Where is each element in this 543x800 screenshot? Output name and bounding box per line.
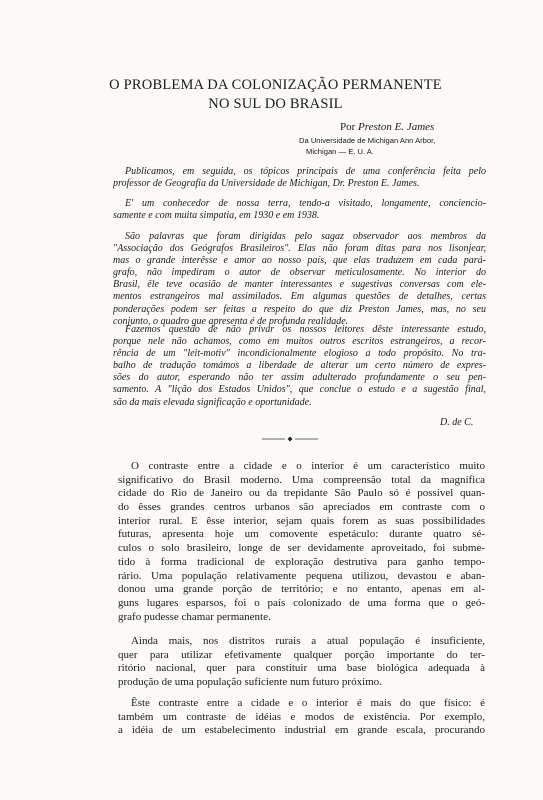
text-line: do êsses grandes centros urbanos são apreciados em contraste com o <box>118 501 485 514</box>
text-line: ritório nacional, quer para constituir uma base biológica adequada à <box>118 662 485 675</box>
author-affiliation <box>299 136 435 157</box>
affiliation-line-1: Da Universidade de Michigan Ann Arbor, <box>299 136 436 145</box>
text-line: interior rural. E êsse interior, sejam quais forem as suas possibilidades <box>118 514 485 527</box>
text-line: samento. A "lição dos Estados Unidos", que conclue o estudo e a sugestão final, <box>113 384 486 396</box>
text-line: balho de tradução tomámos a liberdade de alterar um certo número de expres- <box>113 360 486 372</box>
text-line: Fazemos questão de não privar os nossos leitores dêste interessante estudo, <box>125 324 486 335</box>
body-paragraph-2 <box>118 635 485 690</box>
text-line: ponderações podem ser feitas a respeito do que diz Preston James, mas, no seu <box>113 303 486 315</box>
text-line: tido à forma tradicional de exploração destrutiva para ganho tempo- <box>118 555 485 568</box>
text-line: "Associação dos Geógrafos Brasileiros". Elas não foram ditas para nos lisonjear, <box>113 243 486 255</box>
text-line: quer para utilizar efetivamente qualquer porção importante do ter- <box>118 648 485 661</box>
intro-paragraph-3 <box>113 231 486 328</box>
text-line: grafo pudesse chamar permanente. <box>118 610 271 623</box>
text-line: conjunto, o quadro que apresenta é de profunda realidade. <box>113 315 349 327</box>
author-byline <box>340 121 434 133</box>
text-line: mentos estrangeiros mal assimilados. Em algumas questões de detalhes, certas <box>113 291 486 303</box>
text-line: são da mais elevada significação e oportunidade. <box>113 396 312 408</box>
body-paragraph-3 <box>118 697 485 738</box>
intro-paragraph-2 <box>113 198 486 222</box>
text-line: Êste contraste entre a cidade e o interior é mais do que físico: é <box>131 697 485 709</box>
text-line: rência de um "leit-motiv" incondicionalmente elogioso a todo propósito. No tra- <box>113 348 486 360</box>
author-name: Preston E. James <box>358 121 435 133</box>
text-line: E' um conhecedor de nossa terra, tendo-a visitado, longamente, conciencio- <box>125 198 486 209</box>
byline-prefix: Por <box>340 121 356 133</box>
text-line: guns lugares esparsos, foi o país colonizado de uma forma que o geó- <box>118 596 485 609</box>
text-line: grafo, não impediram o autor de observar meticulosamente. No interior do <box>113 267 486 279</box>
title-line-2: NO SUL DO BRASIL <box>208 96 343 112</box>
text-line: a idéia de um estabelecimento industrial em grande escala, procurando <box>118 724 485 737</box>
text-line: porque nele não achamos, como em muitos outros escritos estrangeiros, a recor- <box>113 336 486 348</box>
article-title <box>60 76 491 114</box>
text-line: O contraste entre a cidade e o interior é um característico muito <box>131 460 485 472</box>
intro-paragraph-4 <box>113 324 486 409</box>
text-line: professor de Geografia da Universidade de Michigan, Dr. Preston E. James. <box>113 178 420 190</box>
text-line: também um contraste de idéias e modos de existência. Por exemplo, <box>118 710 485 723</box>
title-line-1: O PROBLEMA DA COLONIZAÇÃO PERMANENTE <box>109 77 442 93</box>
text-line: futuras, apresenta hoje um comovente espetáculo: durante quatro sé- <box>118 528 485 541</box>
text-line: São palavras que foram dirigidas pelo sagaz observador aos membros da <box>125 231 486 242</box>
text-line: samente e com muita simpatia, em 1930 e em 1938. <box>113 210 320 222</box>
text-line: produção de uma população suficiente num futuro próximo. <box>118 676 382 689</box>
text-line: significativo do Brasil moderno. Uma compreensão total da magnífica <box>118 473 485 486</box>
text-line: donou uma grande porção de território; e no entanto, apenas em al- <box>118 583 485 596</box>
text-line: Ainda mais, nos distritos rurais a atual população é insuficiente, <box>131 635 485 647</box>
text-line: Publicamos, em seguida, os tópicos principais de uma conferência feita pelo <box>125 166 486 177</box>
affiliation-line-2: Michigan — E. U. A. <box>306 146 374 156</box>
section-divider-ornament <box>262 436 318 442</box>
text-line: sões do autor, esperando não ter assim adulterado profundamente o seu pen- <box>113 372 486 384</box>
text-line: culos o solo brasileiro, longe de ser devidamente aproveitado, foi subme- <box>118 542 485 555</box>
intro-paragraph-1 <box>113 166 486 190</box>
text-line: mas o grande interêsse e amor ao nosso país, que elas traduzem em cada pará- <box>113 255 486 267</box>
text-line: Brasil, êle teve ocasião de manter interessantes e sugestivas conversas com ele- <box>113 279 486 291</box>
editor-signature: D. de C. <box>440 417 474 428</box>
text-line: rário. Uma população relativamente pequena utilizou, devastou e aban- <box>118 569 485 582</box>
text-line: cidade do Rio de Janeiro ou da trepidante São Paulo só é possível quan- <box>118 487 485 500</box>
body-paragraph-1 <box>118 460 485 624</box>
